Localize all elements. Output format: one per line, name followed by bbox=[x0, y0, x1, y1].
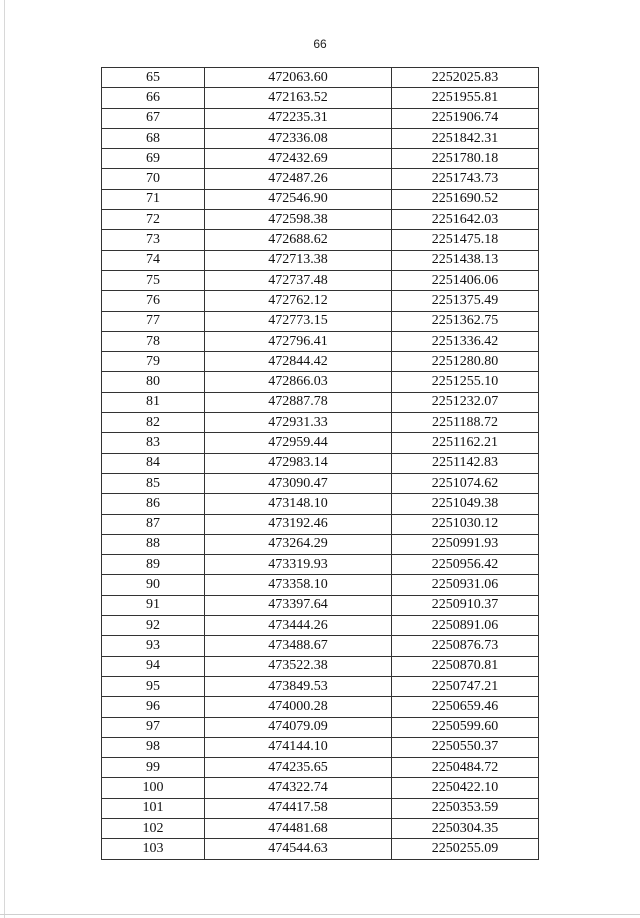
point-number-cell: 86 bbox=[102, 494, 205, 514]
point-number-cell: 100 bbox=[102, 778, 205, 798]
x-coordinate-cell: 472959.44 bbox=[205, 433, 392, 453]
point-number-cell: 72 bbox=[102, 210, 205, 230]
x-coordinate-cell: 472487.26 bbox=[205, 169, 392, 189]
y-coordinate-cell: 2250599.60 bbox=[392, 717, 539, 737]
table-row bbox=[102, 676, 539, 696]
table-row bbox=[102, 534, 539, 554]
x-coordinate-cell: 474322.74 bbox=[205, 778, 392, 798]
coordinate-table-body bbox=[102, 68, 539, 860]
table-row bbox=[102, 595, 539, 615]
y-coordinate-cell: 2251336.42 bbox=[392, 331, 539, 351]
table-row bbox=[102, 494, 539, 514]
table-row bbox=[102, 189, 539, 209]
x-coordinate-cell: 474481.68 bbox=[205, 818, 392, 838]
x-coordinate-cell: 472931.33 bbox=[205, 413, 392, 433]
point-number-cell: 98 bbox=[102, 737, 205, 757]
x-coordinate-cell: 472773.15 bbox=[205, 311, 392, 331]
x-coordinate-cell: 473264.29 bbox=[205, 534, 392, 554]
y-coordinate-cell: 2251406.06 bbox=[392, 270, 539, 290]
x-coordinate-cell: 474544.63 bbox=[205, 839, 392, 859]
y-coordinate-cell: 2250931.06 bbox=[392, 575, 539, 595]
x-coordinate-cell: 472336.08 bbox=[205, 128, 392, 148]
table-row bbox=[102, 778, 539, 798]
y-coordinate-cell: 2250255.09 bbox=[392, 839, 539, 859]
point-number-cell: 101 bbox=[102, 798, 205, 818]
x-coordinate-cell: 472235.31 bbox=[205, 108, 392, 128]
x-coordinate-cell: 473397.64 bbox=[205, 595, 392, 615]
y-coordinate-cell: 2250353.59 bbox=[392, 798, 539, 818]
table-row bbox=[102, 88, 539, 108]
table-row bbox=[102, 514, 539, 534]
x-coordinate-cell: 473358.10 bbox=[205, 575, 392, 595]
table-row bbox=[102, 128, 539, 148]
y-coordinate-cell: 2251780.18 bbox=[392, 149, 539, 169]
table-row bbox=[102, 575, 539, 595]
x-coordinate-cell: 474000.28 bbox=[205, 697, 392, 717]
point-number-cell: 90 bbox=[102, 575, 205, 595]
table-row bbox=[102, 555, 539, 575]
point-number-cell: 88 bbox=[102, 534, 205, 554]
table-row bbox=[102, 68, 539, 88]
y-coordinate-cell: 2250422.10 bbox=[392, 778, 539, 798]
x-coordinate-cell: 474144.10 bbox=[205, 737, 392, 757]
x-coordinate-cell: 472432.69 bbox=[205, 149, 392, 169]
point-number-cell: 85 bbox=[102, 473, 205, 493]
table-row bbox=[102, 413, 539, 433]
x-coordinate-cell: 474417.58 bbox=[205, 798, 392, 818]
point-number-cell: 97 bbox=[102, 717, 205, 737]
table-row bbox=[102, 453, 539, 473]
y-coordinate-cell: 2251188.72 bbox=[392, 413, 539, 433]
x-coordinate-cell: 473444.26 bbox=[205, 616, 392, 636]
page-number: 66 bbox=[313, 37, 327, 51]
table-row bbox=[102, 331, 539, 351]
y-coordinate-cell: 2251162.21 bbox=[392, 433, 539, 453]
y-coordinate-cell: 2251642.03 bbox=[392, 210, 539, 230]
scan-left-edge bbox=[4, 0, 5, 918]
table-row bbox=[102, 372, 539, 392]
table-row bbox=[102, 210, 539, 230]
point-number-cell: 65 bbox=[102, 68, 205, 88]
x-coordinate-cell: 472983.14 bbox=[205, 453, 392, 473]
y-coordinate-cell: 2251375.49 bbox=[392, 291, 539, 311]
point-number-cell: 81 bbox=[102, 392, 205, 412]
point-number-cell: 76 bbox=[102, 291, 205, 311]
point-number-cell: 96 bbox=[102, 697, 205, 717]
point-number-cell: 79 bbox=[102, 352, 205, 372]
x-coordinate-cell: 472796.41 bbox=[205, 331, 392, 351]
table-row bbox=[102, 270, 539, 290]
point-number-cell: 68 bbox=[102, 128, 205, 148]
point-number-cell: 103 bbox=[102, 839, 205, 859]
x-coordinate-cell: 473522.38 bbox=[205, 656, 392, 676]
point-number-cell: 71 bbox=[102, 189, 205, 209]
y-coordinate-cell: 2251074.62 bbox=[392, 473, 539, 493]
table-row bbox=[102, 433, 539, 453]
table-row bbox=[102, 392, 539, 412]
table-row bbox=[102, 758, 539, 778]
table-row bbox=[102, 737, 539, 757]
x-coordinate-cell: 472866.03 bbox=[205, 372, 392, 392]
x-coordinate-cell: 474235.65 bbox=[205, 758, 392, 778]
y-coordinate-cell: 2250991.93 bbox=[392, 534, 539, 554]
table-row bbox=[102, 656, 539, 676]
point-number-cell: 95 bbox=[102, 676, 205, 696]
point-number-cell: 67 bbox=[102, 108, 205, 128]
table-row bbox=[102, 108, 539, 128]
x-coordinate-cell: 473319.93 bbox=[205, 555, 392, 575]
table-row bbox=[102, 717, 539, 737]
y-coordinate-cell: 2251049.38 bbox=[392, 494, 539, 514]
x-coordinate-cell: 473849.53 bbox=[205, 676, 392, 696]
y-coordinate-cell: 2251255.10 bbox=[392, 372, 539, 392]
point-number-cell: 102 bbox=[102, 818, 205, 838]
y-coordinate-cell: 2251030.12 bbox=[392, 514, 539, 534]
table-row bbox=[102, 352, 539, 372]
point-number-cell: 73 bbox=[102, 230, 205, 250]
x-coordinate-cell: 472887.78 bbox=[205, 392, 392, 412]
point-number-cell: 69 bbox=[102, 149, 205, 169]
point-number-cell: 70 bbox=[102, 169, 205, 189]
point-number-cell: 93 bbox=[102, 636, 205, 656]
y-coordinate-cell: 2251955.81 bbox=[392, 88, 539, 108]
y-coordinate-cell: 2251280.80 bbox=[392, 352, 539, 372]
point-number-cell: 92 bbox=[102, 616, 205, 636]
y-coordinate-cell: 2250659.46 bbox=[392, 697, 539, 717]
x-coordinate-cell: 474079.09 bbox=[205, 717, 392, 737]
point-number-cell: 91 bbox=[102, 595, 205, 615]
y-coordinate-cell: 2251743.73 bbox=[392, 169, 539, 189]
x-coordinate-cell: 472737.48 bbox=[205, 270, 392, 290]
table-row bbox=[102, 473, 539, 493]
point-number-cell: 78 bbox=[102, 331, 205, 351]
y-coordinate-cell: 2251906.74 bbox=[392, 108, 539, 128]
point-number-cell: 77 bbox=[102, 311, 205, 331]
table-row bbox=[102, 250, 539, 270]
scan-bottom-edge bbox=[0, 914, 640, 915]
y-coordinate-cell: 2250870.81 bbox=[392, 656, 539, 676]
table-row bbox=[102, 291, 539, 311]
x-coordinate-cell: 473090.47 bbox=[205, 473, 392, 493]
x-coordinate-cell: 472713.38 bbox=[205, 250, 392, 270]
table-row bbox=[102, 798, 539, 818]
point-number-cell: 80 bbox=[102, 372, 205, 392]
table-row bbox=[102, 839, 539, 859]
point-number-cell: 84 bbox=[102, 453, 205, 473]
x-coordinate-cell: 472546.90 bbox=[205, 189, 392, 209]
table-row bbox=[102, 149, 539, 169]
table-row bbox=[102, 697, 539, 717]
table-row bbox=[102, 311, 539, 331]
y-coordinate-cell: 2251232.07 bbox=[392, 392, 539, 412]
x-coordinate-cell: 473488.67 bbox=[205, 636, 392, 656]
point-number-cell: 74 bbox=[102, 250, 205, 270]
table-row bbox=[102, 636, 539, 656]
x-coordinate-cell: 473192.46 bbox=[205, 514, 392, 534]
y-coordinate-cell: 2251438.13 bbox=[392, 250, 539, 270]
point-number-cell: 99 bbox=[102, 758, 205, 778]
point-number-cell: 75 bbox=[102, 270, 205, 290]
table-row bbox=[102, 169, 539, 189]
y-coordinate-cell: 2250891.06 bbox=[392, 616, 539, 636]
coordinate-table-container bbox=[101, 67, 539, 860]
point-number-cell: 94 bbox=[102, 656, 205, 676]
x-coordinate-cell: 472163.52 bbox=[205, 88, 392, 108]
y-coordinate-cell: 2250956.42 bbox=[392, 555, 539, 575]
table-row bbox=[102, 230, 539, 250]
y-coordinate-cell: 2251142.83 bbox=[392, 453, 539, 473]
y-coordinate-cell: 2251475.18 bbox=[392, 230, 539, 250]
point-number-cell: 89 bbox=[102, 555, 205, 575]
point-number-cell: 83 bbox=[102, 433, 205, 453]
x-coordinate-cell: 472063.60 bbox=[205, 68, 392, 88]
point-number-cell: 66 bbox=[102, 88, 205, 108]
y-coordinate-cell: 2250550.37 bbox=[392, 737, 539, 757]
y-coordinate-cell: 2250876.73 bbox=[392, 636, 539, 656]
y-coordinate-cell: 2250304.35 bbox=[392, 818, 539, 838]
y-coordinate-cell: 2251842.31 bbox=[392, 128, 539, 148]
y-coordinate-cell: 2251362.75 bbox=[392, 311, 539, 331]
point-number-cell: 82 bbox=[102, 413, 205, 433]
x-coordinate-cell: 473148.10 bbox=[205, 494, 392, 514]
table-row bbox=[102, 818, 539, 838]
point-number-cell: 87 bbox=[102, 514, 205, 534]
x-coordinate-cell: 472762.12 bbox=[205, 291, 392, 311]
x-coordinate-cell: 472688.62 bbox=[205, 230, 392, 250]
y-coordinate-cell: 2250910.37 bbox=[392, 595, 539, 615]
x-coordinate-cell: 472598.38 bbox=[205, 210, 392, 230]
y-coordinate-cell: 2250484.72 bbox=[392, 758, 539, 778]
y-coordinate-cell: 2252025.83 bbox=[392, 68, 539, 88]
y-coordinate-cell: 2251690.52 bbox=[392, 189, 539, 209]
coordinate-table bbox=[101, 67, 539, 860]
y-coordinate-cell: 2250747.21 bbox=[392, 676, 539, 696]
x-coordinate-cell: 472844.42 bbox=[205, 352, 392, 372]
table-row bbox=[102, 616, 539, 636]
